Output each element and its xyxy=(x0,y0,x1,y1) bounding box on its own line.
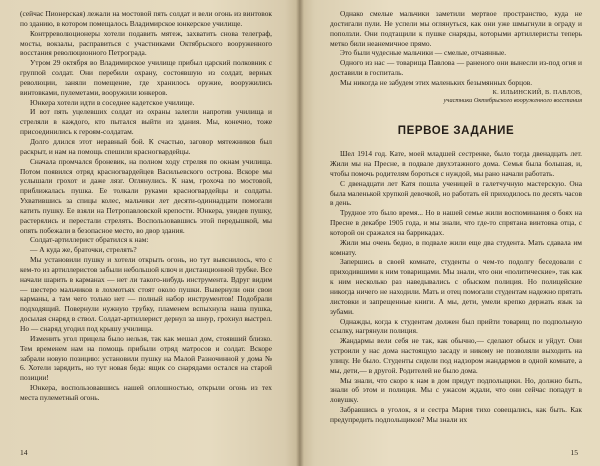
signature-role: участники Октябрьского вооруженного восстания xyxy=(443,96,582,104)
paragraph: (сейчас Пионерская) лежали на мостовой пять солдат и вели огонь из винтовок по зданию, в котором помещалось Владимирское юнкерское училище. xyxy=(20,9,272,28)
paragraph: Это были чудесные мальчики — смелые, отчаянные. xyxy=(340,48,507,58)
paragraph: С двенадцати лет Катя пошла ученицей в галетчучную мастерскую. Она была маленькой хрупкой девочкой, но работать ей приходилось по десять часов в день. xyxy=(330,178,582,208)
right-page xyxy=(300,0,600,466)
paragraph: Мы знали, что скоро к нам в дом придут подпольщики. Но, должно быть, знали об этом и полиция. Мы с ужасом ждали, что они сейчас попадут в ловушку. xyxy=(330,375,582,405)
paragraph: Трудное это было время... Но в нашей семье жили воспоминания о боях на Пресне в декабре 1905 года, и мы знали, что где-то спрятана винтовка отца, с которой он сражался на баррикадах. xyxy=(330,208,582,237)
paragraph: Юнкера, воспользовавшись нашей оплошностью, открыли огонь из тех места пулеметный огонь. xyxy=(20,383,272,402)
right-page-text xyxy=(330,9,582,425)
left-page-text xyxy=(20,9,272,403)
paragraph: Юнкера хотели идти в соседнее кадетское училище. xyxy=(30,97,195,107)
paragraph: Утром 29 октября во Владимирское училище прибыл царский полковник с группой солдат. Они перебили охрану, состоявшую из солдат, верных революции, заняли помещение, где хранилось оружие, вооружились винтовками, пулеметами, вооружили юнкеров. xyxy=(20,58,272,97)
paragraph: Контрреволюционеры хотели подавить мятеж, захватить снова телеграф, мосты, вокзалы, расправиться с участниками Октябрьского вооруженного восстания революционного Петрограда. xyxy=(20,28,272,58)
dialogue-line: — А куда же, браточки, стрелять? xyxy=(30,245,137,255)
paragraph: Однако смелые мальчики заметили мертвое пространство, куда не достигали пули. Не успели мы оглянуться, как они уже шмыгнули в ограду и поползли. Они подтащили к пушке снаряды, которыми артиллеристы теперь метко били неанемичное прямо. xyxy=(330,9,582,48)
page-number: 14 xyxy=(20,448,28,457)
paragraph: Мы никогда не забудем этих маленьких безымянных борцов. xyxy=(340,77,533,87)
paragraph: Однажды, когда к студентам должен был прийти товарищ по подпольную ссылку, нагрянули полиция. xyxy=(330,316,582,336)
paragraph: Жили мы очень бедно, в подвале жили еще два студента. Мать сдавала им комнату. xyxy=(330,237,582,257)
paragraph: Мы установили пушку и хотели открыть огонь, но тут выяснилось, что с кем-то из артиллеристов забыли небольшой ключ и дистанционной трубке. Все начали шарить в карманах — нет ли такого-нибудь инструмента. Вдруг видим — шестеро мальчиков в лохмотьях стоят около пушки. Вывернули они свои карманы, а там чего только нет — полный набор инструментов! Подобрали подходящий. Повернули нужную трубку, пламенем вспыхнула наша пушка, досылая снаряд в ствол. Солдат-артиллерист дернул за шнур, грохнул выстрел. Но — снаряд угодил под крышу училища. xyxy=(20,255,272,333)
paragraph: Жандармы вели себя не так, как обычно,— сделают обыск и уйдут. Они устроили у нас дома настоящую засаду и никому не позволяли выходить на улицу. Не было. Студенты сидели под надзором жандармов в одной комнате, а мы, дети,— в другой. Родителей не было дома. xyxy=(330,336,582,375)
paragraph: Одного из нас — товарища Павлова — раненого они вынесли из-под огня и доставили в госпиталь. xyxy=(330,58,582,78)
paragraph: И вот пять уцелевших солдат из охраны залегли напротив училища и стреляли в каждого, кто пытался выйти из здания. Мы, конечно, тоже присоединились к героям-солдатам. xyxy=(20,107,272,137)
paragraph: Солдат-артиллерист обратился к нам: xyxy=(30,235,149,245)
paragraph: Долго длился этот неравный бой. К счастью, заговор мятежников был раскрыт, и нам на помощь спешили красногвардейцы. xyxy=(20,136,272,156)
paragraph: Сначала промчался броневик, на полном ходу стреляя по окнам училища. Потом появился отряд красногвардейцев Васильевского острова. Вскоре мы услышали грохот и даже лязг. Оглянулись. К нам, грохоча по мостовой, приближалась пушка. Ее толкали руками красногвардейцы и солдаты. Ухватившись за спицы колес, мальчики лет десяти-одиннадцати помогали катить пушку. Ее взяли на Петропавловской крепости. Юнкера, увидев пушку, растерялись и перестали стрелять. Воспользовавшись этой передышкой, мы опять побежали в безопасное место, во двор здания. xyxy=(20,156,272,235)
page-number: 15 xyxy=(570,448,578,457)
chapter-title: ПЕРВОЕ ЗАДАНИЕ xyxy=(397,125,515,138)
paragraph: Шел 1914 год. Кате, моей младшей сестренке, было тогда двенадцать лет. Жили мы на Пресне, в подвале двухэтажного дома. Семья была большая, и, чтобы помочь родителям бороться с нуждой, мы рано начали работать. xyxy=(330,149,582,178)
paragraph: Изменить угол прицела было нельзя, так как мешал дом, стоявший близко. Тем временем нам на помощь прибыли отряд матросов и солдат. Вскоре забрали новую позицию: установили пушку на Малой Разночинной у дома № 6. Хотели зарядить, но тут новая беда: ящик со снарядами остался на старой позиции! xyxy=(20,333,272,383)
book-gutter xyxy=(296,0,304,466)
signature-authors: К. ИЛЬИНСКИЙ, В. ПАВЛОВ, xyxy=(492,88,582,96)
author-signature xyxy=(330,89,582,105)
paragraph: Забравшись в уголок, я и сестра Мария тихо совещались, как быть. Как предупредить подпольщиков? Мы знали их xyxy=(330,405,582,424)
paragraph: Запершись в своей комнате, студенты о чем-то подолгу беседовали с приходившими к ним товарищами. Мы знали, что они «политические», так как к ним несколько раз наведывались с обыском полиция. Но полицейские никогда ничего не находили. Мать и отец помогали студентам надежно прятать листовки и запрещенные книги. А мы, дети, умели крепко держать язык за зубами. xyxy=(330,257,582,316)
